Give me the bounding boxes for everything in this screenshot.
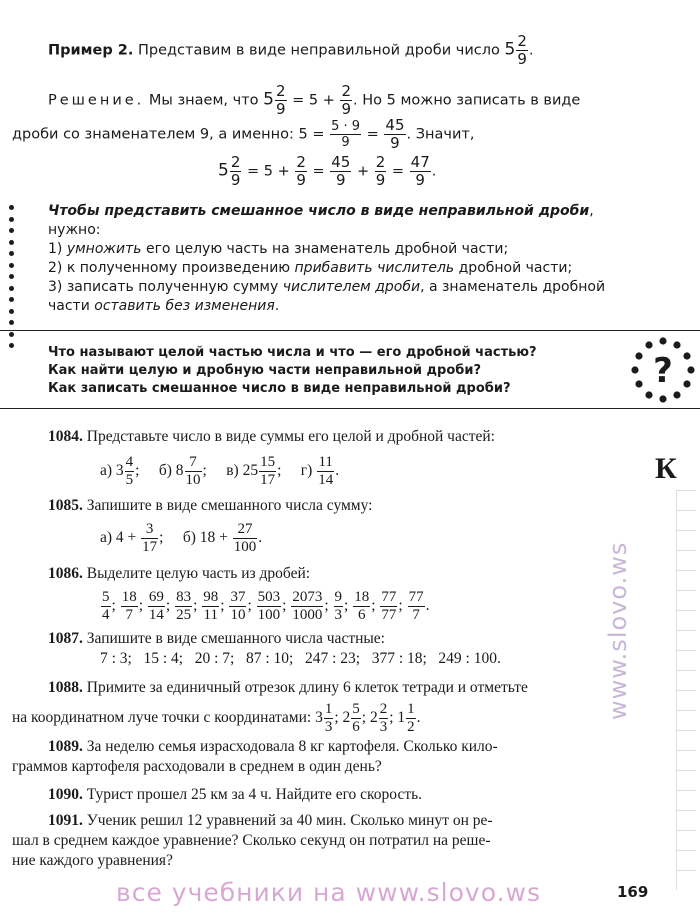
page-number: 169	[617, 883, 649, 901]
task-1087-items: 7 : 3; 15 : 4; 20 : 7; 87 : 10; 247 : 23; 377 : 18; 249 : 100.	[100, 650, 501, 667]
solution-label: Решение.	[48, 92, 145, 109]
solution-line-3: 5 $\frac{2}{9}$ = 5 + $\frac{2}{9}$ = $\frac{45}{9}$ + $\frac{2}{9}$ = $\frac{47}{9}$ .	[218, 153, 437, 189]
question-2: Как найти целую и дробную части неправильной дроби?	[48, 363, 481, 378]
rule-lead: Чтобы представить смешанное число в виде неправильной дроби,	[48, 203, 594, 219]
questions-bottom-divider	[0, 408, 700, 409]
side-letter: К	[655, 452, 677, 485]
rule-step-1: 1) умножить его целую часть на знаменатель дробной части;	[48, 241, 509, 257]
task-1089: 1089. За неделю семья израсходовала 8 кг картофеля. Сколько кило-	[48, 738, 498, 755]
task-1088-line-2: на координатном луче точки с координатами: 3 $\frac{1}{3}$ ; 2 $\frac{5}{6}$ ; 2 $\frac{2}{3}$ ; 1 $\frac{1}{2}$ .	[12, 701, 421, 735]
example-intro: Представим в виде неправильной дроби число	[138, 42, 500, 59]
rule-step-3: 3) записать полученную сумму числителем дроби, а знаменатель дробной	[48, 279, 606, 295]
solution-line-1: Решение. Мы знаем, что 5 $\frac{2}{9}$ = 5 + $\frac{2}{9}$ . Но 5 можно записать в виде	[48, 82, 581, 118]
questions-top-divider	[0, 330, 700, 331]
rule-dots	[6, 205, 18, 355]
task-1084-items: а) 3 $\frac{4}{5}$ ; б) 8 $\frac{7}{10}$ ; в) 25 $\frac{15}{17}$ ; г) $\frac{11}{14}$ .	[100, 454, 340, 488]
question-1: Что называют целой частью числа и что — его дробной частью?	[48, 345, 537, 360]
task-1085-items: а) 4 + $\frac{3}{17}$ ; б) 18 + $\frac{27}{100}$ .	[100, 521, 263, 555]
solution-line-2: дроби со знаменателем 9, а именно: 5 = $\frac{5 \cdot 9}{9}$ = $\frac{45}{9}$ . Значит,	[12, 116, 475, 152]
task-1086-items: $\frac{5}{4}$ ; $\frac{18}{7}$ ; $\frac{69}{14}$ ; $\frac{83}{25}$ ; $\frac{98}{11}$ ; $\frac{37}{10}$ ; $\frac{503}{100}$ ; $\frac{2073}{1000}$ ; $\frac{9}{3}$ ; $\frac{18}{6}$ ; $\frac{77}{77}$ ; $\frac{77}{7}$ .	[102, 589, 430, 623]
task-1091: 1091. Ученик решил 12 уравнений за 40 мин. Сколько минут он ре-	[48, 812, 493, 829]
task-1086: 1086. Выделите целую часть из дробей:	[48, 565, 311, 582]
example-title-line: Пример 2. Представим в виде неправильной дроби число 5 $\frac{2}{9}$ .	[48, 32, 534, 68]
task-1091-line-3: ние каждого уравнения?	[12, 852, 173, 869]
task-1084: 1084. Представьте число в виде суммы его целой и дробной частей:	[48, 428, 495, 445]
rule-step-2: 2) к полученному произведению прибавить числитель дробной части;	[48, 260, 573, 276]
svg-text:?: ?	[653, 351, 673, 391]
notebook-grid-strip	[676, 490, 696, 890]
footer-watermark: все учебники на www.slovo.ws	[116, 878, 541, 907]
question-mark-icon	[628, 336, 698, 404]
rule-step-4: части оставить без изменения.	[48, 298, 280, 314]
rule-needs: нужно:	[48, 222, 101, 238]
task-1088: 1088. Примите за единичный отрезок длину 6 клеток тетради и отметьте	[48, 679, 528, 696]
task-1091-line-2: шал в среднем каждое уравнение? Сколько секунд он потратил на реше-	[12, 832, 491, 849]
task-1089-line-2: граммов картофеля расходовали в среднем в один день?	[12, 758, 382, 775]
side-watermark: www.slovo.ws	[604, 541, 632, 720]
task-1090: 1090. Турист прошел 25 км за 4 ч. Найдите его скорость.	[48, 786, 423, 803]
task-1085: 1085. Запишите в виде смешанного числа сумму:	[48, 497, 373, 514]
question-3: Как записать смешанное число в виде неправильной дроби?	[48, 381, 511, 396]
example-title: Пример 2.	[48, 42, 134, 59]
task-1087: 1087. Запишите в виде смешанного числа частные:	[48, 630, 385, 647]
